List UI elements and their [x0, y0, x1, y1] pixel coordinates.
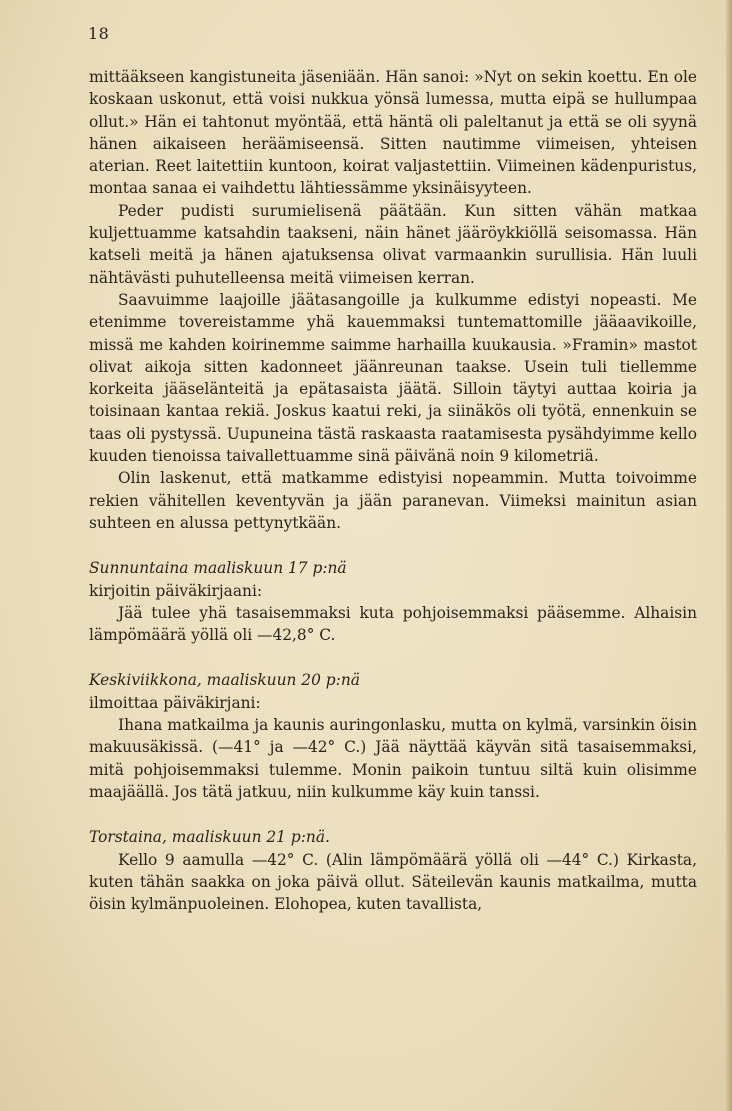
paragraph-2: Peder pudisti surumielisenä päätään. Kun sitten vähän matkaa kuljettuamme katsahdin taakseni, näin hänet jääröykkiöllä seisomassa. Hän katseli meitä ja hänen ajatuksensa olivat varmaankin surullisia. Hän luuli nähtävästi puhutelleensa meitä viimeisen kerran. [89, 201, 697, 287]
diary-date-3: Torstaina, maaliskuun 21 p:nä. [89, 828, 330, 847]
paragraph-3: Saavuimme laajoille jäätasangoille ja kulkumme edistyi nopeasti. Me etenimme tovereistamme yhä kauemmaksi tuntemattomille jääaavikoille, missä me kahden koirinemme saimme harhailla kuukausia. »Framin» mastot olivat aikoja sitten kadonneet jäänreunan taakse. Usein tuli tiellemme korkeita jääselänteitä ja epätasaista jäätä. Silloin täytyi auttaa koiria ja toisinaan kantaa rekiä. Joskus kaatui reki, ja siinäkös oli työtä, ennenkuin se taas oli pystyssä. Uupuneina tästä raskaasta raatamisesta pysähdyimme kello kuuden tienoissa taivallettuamme sinä päivänä noin 9 kilometriä. [89, 290, 697, 466]
page-edge [726, 0, 732, 1111]
diary-intro-1: kirjoitin päiväkirjaani: [89, 581, 263, 600]
body-text [89, 66, 697, 915]
diary-entry-3: Kello 9 aamulla —42° C. (Alin lämpömäärä yöllä oli —44° C.) Kirkasta, kuten tähän saakka on joka päivä ollut. Säteilevän kaunis matkailma, mutta öisin kylmänpuoleinen. Elohopea, kuten tavallista, [89, 850, 697, 914]
page-number: 18 [88, 24, 110, 43]
diary-date-1: Sunnuntaina maaliskuun 17 p:nä [89, 559, 347, 578]
diary-entry-2: Ihana matkailma ja kaunis auringonlasku, mutta on kylmä, varsinkin öisin makuusäkissä. (—41° ja —42° C.) Jää näyttää käyvän sitä tasaisemmaksi, mitä pohjoisemmaksi tulemme. Monin paikoin tuntuu siltä kuin olisimme maajäällä. Jos tätä jatkuu, niin kulkumme käy kuin tanssi. [89, 716, 697, 801]
diary-intro-2: ilmoittaa päiväkirjani: [89, 693, 261, 712]
paragraph-1: mittääkseen kangistuneita jäseniään. Hän sanoi: »Nyt on sekin koettu. En ole koskaan uskonut, että voisi nukkua yönsä lumessa, mutta eipä se hullumpaa ollut.» Hän ei tahtonut myöntää, että häntä oli paleltanut ja että se oli syynä hänen aikaiseen heräämiseensä. Sitten nautimme viimeisen, yhteisen aterian. Reet laitettiin kuntoon, koirat valjastettiin. Viimeinen kädenpuristus, montaa sanaa ei vaihdettu lähtiessämme yksinäisyyteen. [89, 68, 697, 198]
diary-entry-1: Jää tulee yhä tasaisemmaksi kuta pohjoisemmaksi pääsemme. Alhaisin lämpömäärä yöllä oli —42,8° C. [89, 603, 697, 645]
diary-date-2: Keskiviikkona, maaliskuun 20 p:nä [89, 671, 360, 690]
paragraph-4: Olin laskenut, että matkamme edistyisi nopeammin. Mutta toivoimme rekien vähitellen keventyvän ja jään paranevan. Viimeksi mainitun asian suhteen en alussa pettynytkään. [89, 469, 697, 532]
